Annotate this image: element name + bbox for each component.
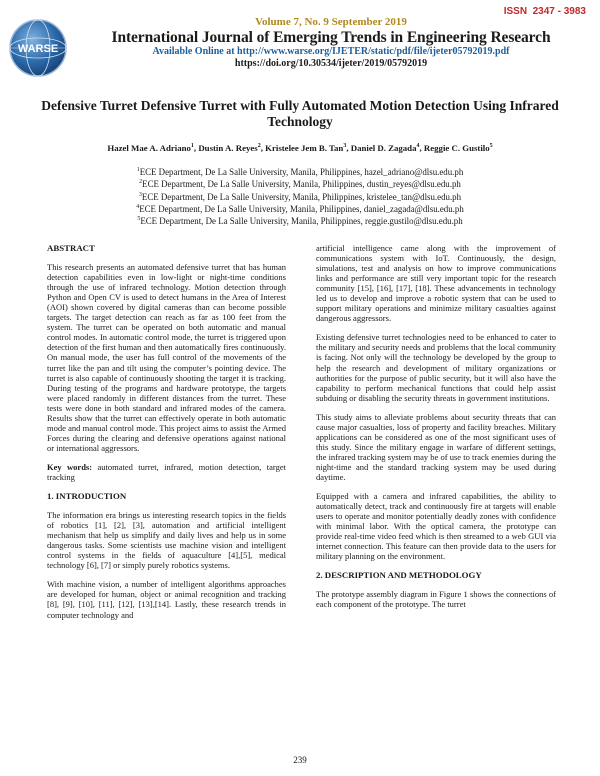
affiliation-text: ECE Department, De La Salle University, Manila, Philippines, daniel_zagada@dlsu.edu.ph: [139, 203, 464, 214]
author-sup: 3: [343, 143, 347, 150]
logo-text: WARSE: [17, 43, 59, 55]
affiliation-sup: 2: [139, 179, 143, 186]
author-name: Dustin A. Reyes: [198, 143, 258, 153]
abstract-heading: ABSTRACT: [47, 243, 95, 253]
introduction-heading: 1. INTRODUCTION: [47, 491, 127, 502]
paper-title: Defensive Turret Defensive Turret with Fully Automated Motion Detection Using Infrared Technology: [41, 98, 559, 129]
affiliation-list: [0, 165, 600, 226]
keywords-label: Key words:: [47, 461, 93, 472]
paragraph: artificial intelligence came along with the improvement of communications system with IoT. Continuously, the design, simulations, test and analysis on how to improve communications links and performance are still very important topic for the research community [15], [16], [17], [18]. These advancements in technology led us to develop and improve a robotic system that can be used to support military operations and minimize military casualties against dangerous aggressors.: [316, 243, 556, 324]
author-name: Reggie C. Gustilo: [423, 143, 490, 153]
left-column: [47, 243, 286, 629]
author-sup: 2: [257, 143, 261, 150]
author-name: Kristelee Jem B. Tan: [265, 143, 344, 153]
journal-title: International Journal of Emerging Trends in Engineering Research: [111, 29, 551, 46]
affiliation: [0, 165, 600, 177]
affiliation: [0, 214, 600, 226]
author-list: Hazel Mae A. Adriano$^1$, Dustin A. Reyes$^2$, Kristelee Jem B. Tan$^3$, Daniel D. Zagada$^4$, Reggie C. Gustilo$^5$: [107, 143, 493, 153]
affiliation-sup: 4: [136, 203, 140, 210]
affiliation: [0, 177, 600, 189]
affiliation-text: ECE Department, De La Salle University, Manila, Philippines, reggie.gustilo@dlsu.edu.ph: [140, 216, 463, 227]
paragraph: With machine vision, a number of intelligent algorithms approaches are developed for human, object or animal recognition and tracking [8], [9], [10], [11], [12], [13],[14]. Lastly, these research trends in computer technology and: [47, 579, 286, 620]
paragraph: This study aims to alleviate problems about security threats that can cause major casualties, loss of property and facility breaches. Military applications can be considered as one of the most significant uses of this study. Since the military engage in warfare of different settings, the infrared tracking system may be of use to track enemies during the night-time and the standard tracking system may be used during daytime.: [316, 411, 556, 482]
keywords: [47, 462, 286, 482]
paragraph: The information era brings us interesting research topics in the fields of robotics [1], [2], [3], automation and artificial intelligent mechanism that help us simplify and daily lives and help us in some dangerous tasks. Some scientists use machine vision and intelligent control systems in the fields of aquaculture [4],[5], medical technology [6], [7] or simply purely robotics systems.: [47, 510, 286, 571]
affiliation: [0, 190, 600, 202]
volume-label: Volume 7, No. 9 September 2019: [255, 16, 407, 28]
affiliation: [0, 202, 600, 214]
paragraph: The prototype assembly diagram in Figure 1 shows the connections of each component of the prototype. The turret: [316, 589, 556, 610]
methodology-heading: 2. DESCRIPTION AND METHODOLOGY: [316, 570, 482, 581]
page-number: 239: [293, 755, 307, 765]
available-online-link[interactable]: Available Online at http://www.warse.org/IJETER/static/pdf/file/ijeter05792019.pdf: [152, 46, 510, 57]
author-name: Hazel Mae A. Adriano: [107, 143, 191, 153]
affiliation-sup: 5: [137, 216, 141, 223]
abstract-text: This research presents an automated defensive turret that has human detection capabilities even in low-light or night-time conditions through the use of infrared technology. Motion detection through Python and Open CV is used to detect humans in the Area of Interest (AOI) shown covered by digital cameras than can become possible targets. The target detection can reach as far as 100 feet from the system. The turret can be operated on both automatic and manual control modes. In automatic control mode, the turret is triggered upon detection of the first human and then automatically fires continuously. On manual mode, the user has full control of the movements of the turret like the pan and tilt using the computer’s pointing device. The turret is also capable of continuously shooting the target it is tracking. During testing of the programs and hardware prototype, the targets were placed randomly in different distances from the turret. These tests were done in both standard and infrared modes of the camera. Results show that the turret can effectively operate in both automatic mode and manual control mode. This project aims to assist the Armed Forces during the clearing and defensive operations against national or international aggressors.: [47, 262, 286, 453]
affiliation-sup: 3: [138, 191, 142, 198]
issn-label: ISSN 2347 - 3983: [503, 6, 586, 17]
affiliation-text: ECE Department, De La Salle University, Manila, Philippines, kristelee_tan@dlsu.edu.ph: [141, 191, 462, 202]
journal-header: [80, 16, 582, 70]
paragraph: Existing defensive turret technologies need to be enhanced to cater to the military and security needs and problems that the local community is facing. Not only will the technology be developed by the group to help the research and development of military organizations or authorities for the purpose of public security, but it will also have the capability to perform mechanical functions that could help assist subduing or disabling the security threats in government institutions.: [316, 332, 556, 403]
affiliation-sup: 1: [136, 167, 140, 173]
keywords-text: automated turret, infrared, motion detection, target tracking: [47, 461, 286, 482]
warse-logo: [6, 16, 70, 80]
author-name: Daniel D. Zagada: [350, 143, 417, 153]
author-sup: 1: [190, 143, 194, 150]
paragraph: Equipped with a camera and infrared capabilities, the ability to automatically detect, track and continuously fire at targets will enable users to operate and monitor potentially deadly zones with confidence with minimal labor. With the optical camera, the prototype can provide real-time video feed which is then streamed to a web GUI via internet connection. This feature can then provide data to the users for military planning on the environment.: [316, 491, 556, 562]
right-column: [316, 243, 556, 619]
author-sup: 5: [489, 143, 493, 150]
affiliation-text: ECE Department, De La Salle University, Manila, Philippines, hazel_adriano@dlsu.edu.ph: [139, 166, 464, 177]
affiliation-text: ECE Department, De La Salle University, Manila, Philippines, dustin_reyes@dlsu.edu.ph: [142, 179, 461, 190]
author-sup: 4: [416, 143, 420, 150]
doi-link[interactable]: https://doi.org/10.30534/ijeter/2019/05792019: [234, 58, 428, 69]
